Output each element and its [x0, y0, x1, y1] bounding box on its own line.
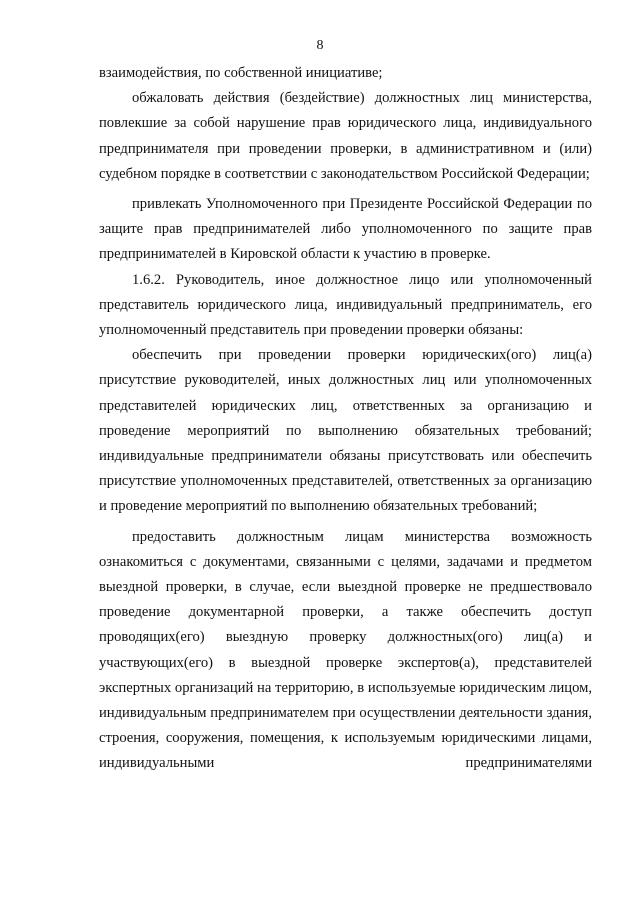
document-body [99, 61, 592, 777]
page-number: 8 [316, 38, 324, 53]
paragraph-ensure-presence: обеспечить при проведении проверки юридических(ого) лиц(а) присутствие руководителей, иных должностных лиц или уполномоченных представителей юридических лиц, ответственных за организацию и проведение мероприятий по выполнению обязательных требований; индивидуальные предприниматели обязаны присутствовать или обеспечить присутствие уполномоченных представителей, ответственных за организацию и проведение мероприятий по выполнению обязательных требований; [99, 347, 592, 515]
paragraph-provide-access: предоставить должностным лицам министерства возможность ознакомиться с документами, связанными с целями, задачами и предметом выездной проверки, в случае, если выездной проверке не предшествовало проведение документарной проверки, а также обеспечить доступ проводящих(его) выездную проверку должностных(ого) лиц(а) и участвующих(его) в выездной проверке экспертов(а), представителей экспертных организаций на территорию, в используемые юридическим лицом, индивидуальным предпринимателем при осуществлении деятельности здания, строения, сооружения, помещения, к используемым юридическими лицами, индивидуальными предпринимателями [99, 528, 592, 772]
paragraph-ombudsman-right: привлекать Уполномоченного при Президенте Российской Федерации по защите прав предпринимателей либо уполномоченного по защите прав предпринимателей в Кировской области к участию в проверке. [99, 196, 592, 263]
paragraph-continuation: взаимодействия, по собственной инициативе; [99, 65, 383, 81]
paragraph-1-6-2-obligations: 1.6.2. Руководитель, иное должностное лицо или уполномоченный представитель юридического лица, индивидуальный предприниматель, его уполномоченный представитель при проведении проверки обязаны: [99, 271, 592, 339]
paragraph-appeal-right: обжаловать действия (бездействие) должностных лиц министерства, повлекшие за собой нарушение прав юридического лица, индивидуального предпринимателя при проведении проверки, в административном и (или) судебном порядке в соответствии с законодательством Российской Федерации; [99, 90, 592, 182]
